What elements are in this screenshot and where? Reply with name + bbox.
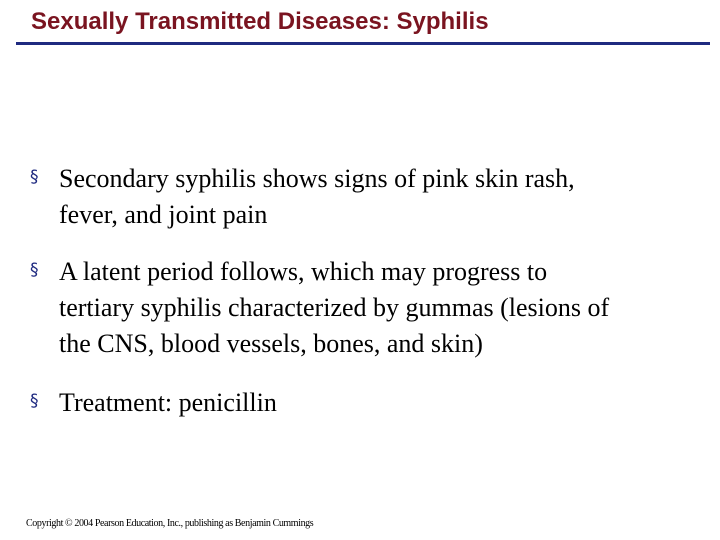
copyright-footer: Copyright © 2004 Pearson Education, Inc., publishing as Benjamin Cummings (26, 518, 314, 529)
bullet-text-line: A latent period follows, which may progress to (59, 257, 548, 286)
bullet-text-line: Secondary syphilis shows signs of pink skin rash, (59, 164, 575, 193)
bullet-text-line: Treatment: penicillin (59, 388, 277, 417)
bullet-text (59, 161, 575, 233)
bullet-text (59, 385, 277, 421)
bullet-marker-icon: § (30, 260, 39, 280)
bullet-text-line: the CNS, blood vessels, bones, and skin) (59, 329, 483, 358)
title-underline (16, 42, 710, 45)
bullet-text (59, 254, 609, 362)
bullet-text-line: fever, and joint pain (59, 200, 268, 229)
bullet-marker-icon: § (30, 391, 39, 411)
bullet-marker-icon: § (30, 167, 39, 187)
bullet-text-line: tertiary syphilis characterized by gummas (lesions of (59, 293, 610, 322)
slide-title: Sexually Transmitted Diseases: Syphilis (31, 8, 489, 35)
